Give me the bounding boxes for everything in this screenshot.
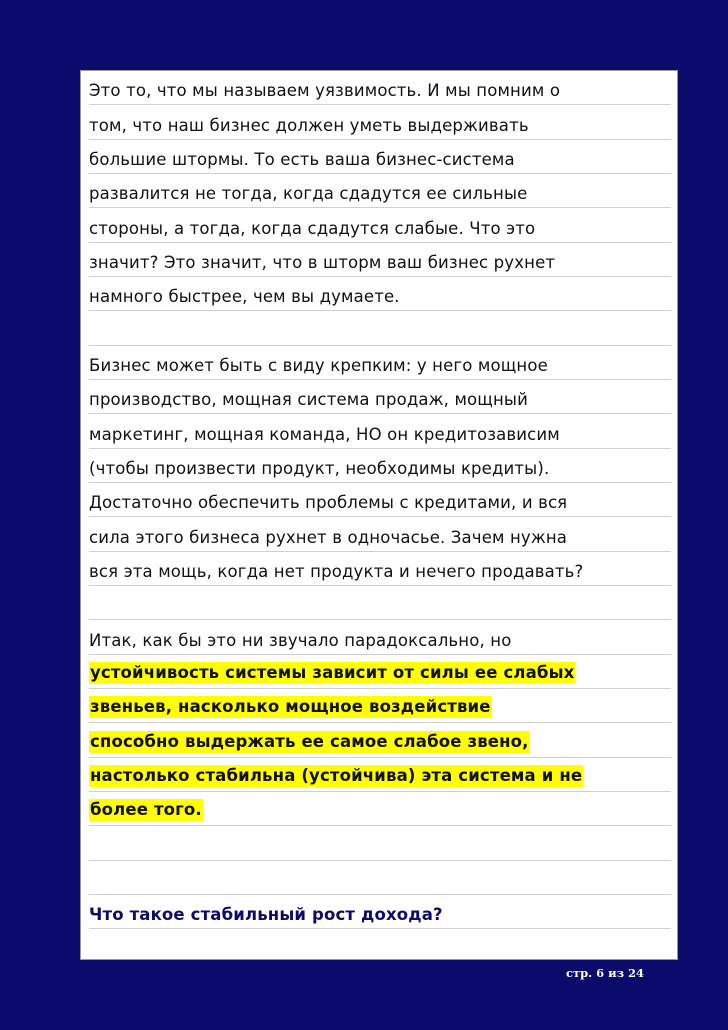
line-text: развалится не тогда, когда сдадутся ее сильные [89,184,528,204]
text-line [89,483,671,517]
text-line [89,517,671,551]
blank-line [89,861,671,895]
line-text: маркетинг, мощная команда, НО он кредитозависим [89,424,560,444]
text-body [89,71,671,929]
section-heading-line [89,895,671,929]
text-line [89,105,671,139]
text-line [89,277,671,311]
text-line [89,449,671,483]
line-text: сила этого бизнеса рухнет в одночасье. Зачем нужна [89,527,568,547]
highlighted-text: звеньев, насколько мощное воздействие [90,697,491,717]
line-text: значит? Это значит, что в шторм ваш бизнес рухнет [89,252,556,272]
text-line [89,346,671,380]
text-line [89,620,671,654]
highlighted-line [89,655,671,689]
blank-line [89,586,671,620]
line-text: Бизнес может быть с виду крепким: у него мощное [89,355,548,375]
text-line [89,414,671,448]
blank-line [89,311,671,345]
line-text: намного быстрее, чем вы думаете. [89,287,400,307]
document-page [80,70,678,960]
text-line [89,174,671,208]
highlighted-text: способно выдержать ее самое слабое звено, [90,731,529,751]
line-text: Достаточно обеспечить проблемы с кредитами, и вся [89,493,568,513]
line-text: Итак, как бы это ни звучало парадоксально, но [89,630,512,650]
page-number: стр. 6 из 24 [566,966,645,980]
line-text: вся эта мощь, когда нет продукта и нечего продавать? [89,561,584,581]
blank-line [89,826,671,860]
line-text: стороны, а тогда, когда сдадутся слабые. Что это [89,218,536,238]
line-text: большие штормы. То есть ваша бизнес-система [89,149,515,169]
highlighted-text: устойчивость системы зависит от силы ее слабых [90,662,575,682]
section-heading: Что такое стабильный рост дохода? [89,905,443,925]
highlighted-text: более того. [90,800,202,820]
line-text: том, что наш бизнес должен уметь выдерживать [89,115,529,135]
highlighted-line [89,758,671,792]
line-text: Это то, что мы называем уязвимость. И мы помним о [89,81,561,101]
text-line [89,71,671,105]
highlighted-text: настолько стабильна (устойчива) эта система и не [90,765,583,785]
text-line [89,552,671,586]
line-text: (чтобы произвести продукт, необходимы кредиты). [89,458,550,478]
highlighted-line [89,792,671,826]
text-line [89,140,671,174]
highlighted-line [89,689,671,723]
line-text: производство, мощная система продаж, мощный [89,390,528,410]
highlighted-line [89,723,671,757]
text-line [89,380,671,414]
text-line [89,208,671,242]
text-line [89,243,671,277]
